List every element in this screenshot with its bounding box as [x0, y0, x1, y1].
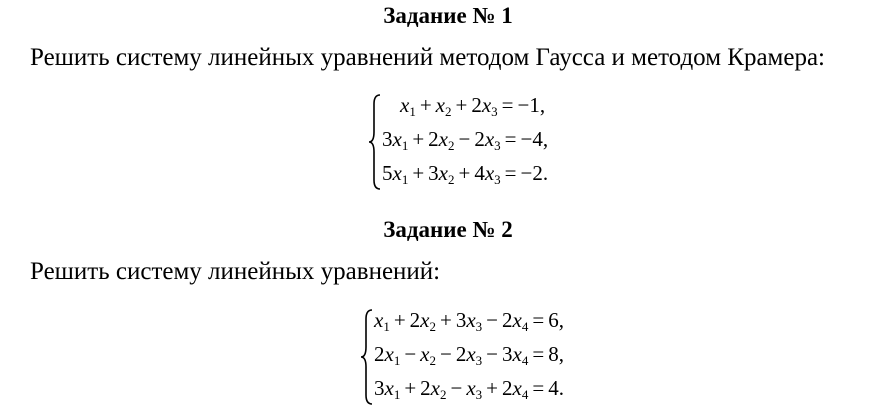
variable: x	[384, 342, 394, 366]
coefficient: 4	[474, 161, 485, 185]
equation-term	[471, 93, 497, 117]
right-hand-side: −4,	[520, 127, 549, 151]
operator: +	[455, 93, 468, 117]
variable-index: 1	[383, 319, 390, 334]
variable: x	[512, 342, 522, 366]
variable-index: 4	[521, 319, 529, 334]
coefficient: 3	[455, 308, 467, 332]
variable: x	[392, 127, 402, 151]
coefficient: 2	[474, 127, 485, 151]
equation-line	[374, 307, 564, 333]
left-brace-icon	[360, 307, 374, 407]
operator: +	[486, 376, 499, 400]
operator: −	[458, 127, 471, 151]
variable-index: 1	[409, 104, 416, 119]
variable: x	[438, 127, 448, 151]
right-hand-side: 8,	[548, 342, 564, 366]
variable-index: 2	[429, 353, 436, 368]
operator: +	[404, 376, 417, 400]
operator: −	[450, 376, 463, 400]
variable-index: 3	[494, 138, 501, 153]
equation-line	[374, 375, 564, 401]
operator: +	[412, 161, 425, 185]
coefficient: 2	[374, 342, 385, 366]
coefficient: 2	[471, 93, 482, 117]
operator: +	[440, 308, 452, 332]
operator: −	[404, 342, 417, 366]
operator: =	[532, 376, 545, 400]
task2-text: Решить систему линейных уравнений:	[30, 258, 441, 285]
variable-index: 2	[429, 319, 436, 334]
coefficient: 3	[428, 161, 439, 185]
equation-term	[374, 376, 400, 400]
equation-term	[436, 93, 452, 117]
equation-line	[374, 341, 564, 367]
right-hand-side: 4.	[548, 376, 564, 400]
variable: x	[420, 342, 430, 366]
variable: x	[392, 161, 402, 185]
equation-term	[466, 376, 482, 400]
operator: =	[504, 161, 517, 185]
equation-term	[428, 127, 454, 151]
coefficient: 2	[502, 308, 513, 332]
operator: −	[486, 342, 499, 366]
variable: x	[484, 161, 495, 185]
variable-index: 2	[448, 138, 455, 153]
variable: x	[512, 308, 522, 332]
right-hand-side: 6,	[548, 308, 564, 332]
task1-title: Задание № 1	[383, 3, 513, 28]
equation-term	[374, 342, 400, 366]
operator: =	[501, 93, 514, 117]
variable-index: 3	[475, 387, 483, 402]
variable-index: 4	[521, 387, 529, 402]
variable-index: 2	[440, 387, 447, 402]
coefficient: 2	[420, 376, 431, 400]
variable-index: 1	[393, 387, 401, 402]
equation-term	[382, 161, 408, 185]
coefficient: 5	[382, 161, 393, 185]
variable: x	[374, 308, 384, 332]
operator: +	[419, 93, 432, 117]
variable: x	[481, 93, 492, 117]
variable-index: 3	[475, 353, 483, 368]
operator: −	[486, 308, 499, 332]
coefficient: 2	[409, 308, 421, 332]
equation-term	[420, 376, 446, 400]
operator: =	[504, 127, 517, 151]
coefficient: 2	[455, 342, 467, 366]
equation-term	[374, 308, 390, 332]
coefficient: 2	[428, 127, 439, 151]
equation-term	[420, 342, 436, 366]
variable: x	[466, 308, 476, 332]
equation-term	[456, 342, 482, 366]
variable: x	[435, 93, 445, 117]
operator: −	[440, 342, 452, 366]
variable: x	[384, 376, 394, 400]
variable: x	[438, 161, 448, 185]
equation-term	[502, 342, 528, 366]
equation-term	[410, 308, 436, 332]
variable: x	[400, 93, 410, 117]
right-hand-side: −2.	[520, 161, 549, 185]
equation-term	[502, 308, 528, 332]
right-hand-side: −1,	[517, 93, 546, 117]
equation-line	[400, 92, 545, 118]
equation-term	[474, 161, 500, 185]
equation-term	[502, 376, 528, 400]
coefficient: 3	[382, 127, 393, 151]
operator: +	[393, 308, 406, 332]
equation-term	[474, 127, 500, 151]
equation-term	[382, 127, 408, 151]
variable-index: 1	[401, 138, 409, 153]
left-brace-icon	[368, 92, 382, 192]
variable-index: 1	[393, 353, 401, 368]
variable-index: 3	[491, 104, 498, 119]
variable-index: 2	[445, 104, 452, 119]
equation-line	[382, 126, 548, 152]
operator: =	[532, 342, 545, 366]
equation-term	[428, 161, 454, 185]
task1-text: Решить систему линейных уравнений методом Гаусса и методом Крамера:	[30, 44, 826, 71]
variable: x	[484, 127, 495, 151]
operator: +	[412, 127, 425, 151]
variable: x	[466, 342, 476, 366]
equation-term	[400, 93, 416, 117]
variable-index: 3	[494, 172, 501, 187]
variable: x	[466, 376, 476, 400]
operator: +	[458, 161, 471, 185]
equation-term	[456, 308, 482, 332]
variable-index: 4	[521, 353, 529, 368]
variable-index: 2	[448, 172, 455, 187]
operator: =	[532, 308, 545, 332]
variable: x	[512, 376, 522, 400]
variable: x	[430, 376, 440, 400]
equation-line	[382, 160, 548, 186]
variable-index: 1	[401, 172, 409, 187]
variable: x	[420, 308, 430, 332]
coefficient: 3	[502, 342, 513, 366]
variable-index: 3	[475, 319, 483, 334]
coefficient: 2	[502, 376, 513, 400]
coefficient: 3	[374, 376, 385, 400]
task2-title: Задание № 2	[383, 217, 513, 242]
